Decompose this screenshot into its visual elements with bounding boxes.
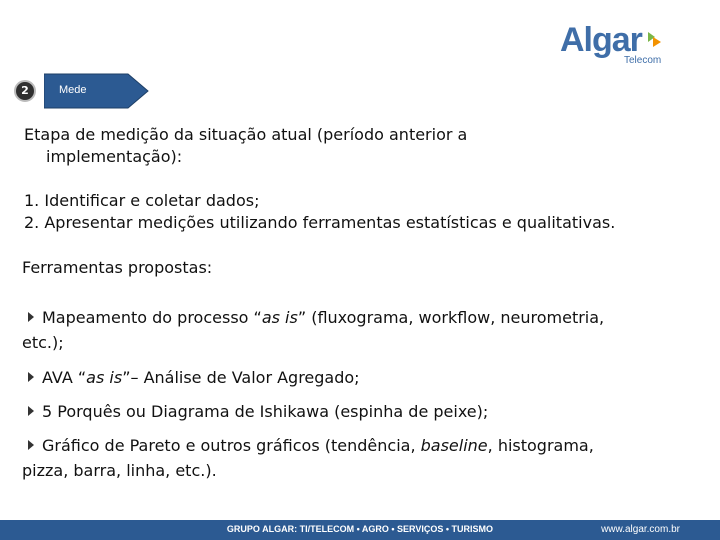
tool-text: Mapeamento do processo “as is” (fluxograma, workflow, neurometria,: [42, 307, 605, 327]
tools-list: [22, 304, 702, 492]
footer-bar: [0, 520, 720, 540]
tool-continuation: etc.);: [22, 333, 64, 352]
tool-text: AVA “as is”– Análise de Valor Agregado;: [42, 367, 360, 387]
footer-tagline: GRUPO ALGAR: TI/TELECOM • AGRO • SERVIÇOS • TURISMO: [226, 524, 494, 534]
algar-telecom-logo: [560, 22, 670, 68]
bullet-triangle-icon: [28, 312, 34, 322]
etapa-line-2: implementação):: [46, 147, 183, 166]
tool-text: Gráfico de Pareto e outros gráficos (tendência, baseline, histograma,: [42, 435, 594, 455]
step-number-badge: 2: [14, 80, 36, 102]
tool-item: [22, 304, 702, 356]
footer-url: www.algar.com.br: [601, 524, 680, 535]
tool-item: [22, 432, 702, 484]
bullet-triangle-icon: [28, 372, 34, 382]
tool-item: [22, 398, 702, 424]
bullet-triangle-icon: [28, 440, 34, 450]
tool-continuation: pizza, barra, linha, etc.).: [22, 461, 217, 480]
tool-text: 5 Porquês ou Diagrama de Ishikawa (espinha de peixe);: [42, 401, 489, 421]
step-item: 1. Identificar e coletar dados;: [24, 191, 260, 210]
etapa-line-1: Etapa de medição da situação atual (período anterior a: [24, 125, 468, 144]
step-label: Mede: [59, 84, 87, 96]
tools-heading: Ferramentas propostas:: [22, 258, 213, 277]
numbered-steps-list: [24, 190, 615, 234]
logo-subtitle: Telecom: [624, 55, 662, 66]
bullet-triangle-icon: [28, 406, 34, 416]
logo-brand: Algar: [560, 21, 642, 59]
step-item: 2. Apresentar medições utilizando ferramentas estatísticas e qualitativas.: [24, 213, 616, 232]
tool-item: [22, 364, 702, 390]
logo-arrow-icon: [648, 32, 662, 50]
etapa-heading: [24, 124, 664, 168]
